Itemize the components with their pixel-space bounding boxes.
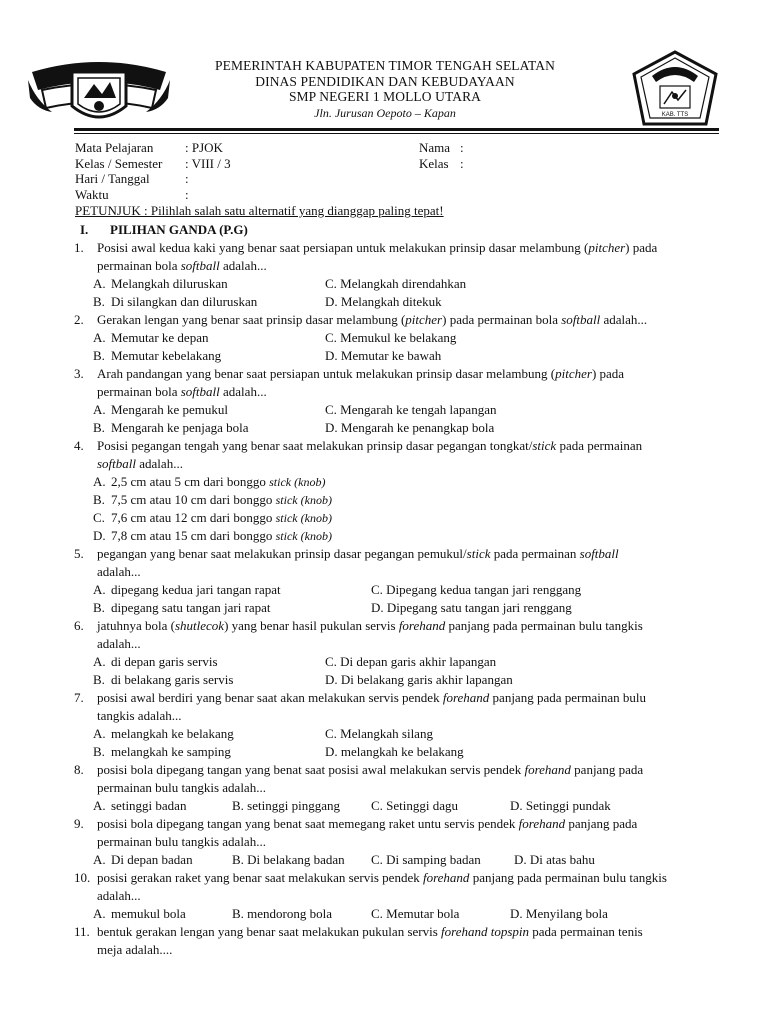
question-10 (74, 869, 724, 923)
question-4 (74, 437, 724, 545)
question-text: adalah... (600, 312, 648, 327)
question-text: adalah... (97, 564, 141, 579)
option-text: 2,5 cm atau 5 cm dari bonggo (111, 474, 270, 489)
emblem-caption: KAB. TTS (661, 112, 689, 118)
option-c: C. Di samping badan (371, 852, 481, 867)
option-b (93, 743, 231, 761)
option-a (93, 401, 228, 419)
question-text: bentuk gerakan lengan yang benar saat melakukan pukulan servis (97, 924, 442, 939)
option-d (93, 527, 332, 545)
question-number: 8. (74, 762, 84, 777)
option-text: setinggi badan (111, 798, 187, 813)
option-text: Di depan badan (111, 852, 193, 867)
option-letter: B. (93, 492, 105, 507)
question-text: adalah... (219, 258, 267, 273)
header-address: Jln. Jurusan Oepoto – Kapan (314, 105, 456, 120)
option-b (93, 491, 332, 509)
question-list (74, 239, 724, 959)
question-text: Gerakan lengan yang benar saat prinsip dasar melambung ( (97, 312, 406, 327)
option-d: D. Di belakang garis akhir lapangan (325, 672, 513, 687)
question-7 (74, 689, 724, 761)
option-letter: A. (93, 852, 106, 867)
question-term: pitcher (405, 312, 443, 327)
question-text: permainan bulu tangkis adalah... (97, 780, 266, 795)
question-text: tangkis adalah... (97, 708, 182, 723)
option-term: stick (knob) (275, 493, 332, 507)
question-term: softball (561, 312, 601, 327)
question-text: ) pada (591, 366, 625, 381)
question-1 (74, 239, 724, 311)
option-b (93, 293, 257, 311)
question-term: forehand (422, 870, 470, 885)
section-number: I. (80, 222, 89, 237)
option-letter: A. (93, 654, 106, 669)
option-text: dipegang satu tangan jari rapat (111, 600, 271, 615)
question-number: 7. (74, 690, 84, 705)
question-2 (74, 311, 724, 365)
option-d: D. Dipegang satu tangan jari renggang (371, 600, 572, 615)
option-term: stick (knob) (275, 511, 332, 525)
question-term: stick (532, 438, 557, 453)
option-b (93, 347, 221, 365)
option-text: memukul bola (111, 906, 186, 921)
option-a (93, 653, 218, 671)
nama-label: Nama (419, 140, 451, 155)
option-letter: A. (93, 906, 106, 921)
nama-value: : (460, 140, 464, 155)
question-text: adalah... (97, 636, 141, 651)
option-a (93, 329, 208, 347)
option-letter: A. (93, 582, 106, 597)
option-c: C. Setinggi dagu (371, 798, 459, 813)
option-letter: B. (93, 600, 105, 615)
question-11 (74, 923, 724, 959)
question-term: forehand (518, 816, 566, 831)
question-number: 5. (74, 546, 84, 561)
question-text: ) pada (625, 240, 658, 255)
option-b: B. mendorong bola (232, 906, 333, 921)
letterhead (150, 58, 620, 121)
option-d: D. Mengarah ke penangkap bola (325, 420, 495, 435)
option-letter: C. (93, 510, 105, 525)
question-text: permainan bola (97, 258, 181, 273)
question-number: 2. (74, 312, 84, 327)
option-text: melangkah ke belakang (111, 726, 234, 741)
option-text: Memutar ke depan (111, 330, 209, 345)
option-a (93, 797, 186, 815)
option-c: C. Mengarah ke tengah lapangan (325, 402, 497, 417)
waktu-value: : (185, 186, 189, 202)
option-letter: B. (93, 348, 105, 363)
question-text: permainan bola (97, 384, 181, 399)
question-term: forehand topspin (441, 924, 530, 939)
option-b (93, 671, 233, 689)
question-text: pada permainan (490, 546, 580, 561)
option-text: Di silangkan dan diluruskan (111, 294, 258, 309)
kelas-semester-value: : VIII / 3 (185, 155, 231, 171)
waktu-label: Waktu (75, 186, 109, 202)
option-a (93, 473, 325, 491)
question-text: panjang pada (565, 816, 638, 831)
question-text: jatuhnya bola ( (97, 618, 175, 633)
header-divider-thin (74, 133, 719, 134)
mapel-label: Mata Pelajaran (75, 140, 154, 155)
option-text: 7,6 cm atau 12 cm dari bonggo (111, 510, 276, 525)
hari-value: : (185, 171, 189, 186)
header-divider (74, 128, 719, 131)
option-b: B. Di belakang badan (232, 852, 345, 867)
option-c (93, 509, 332, 527)
question-text: pada permainan (556, 438, 643, 453)
option-a (93, 275, 228, 293)
question-term: shutlecok (174, 618, 225, 633)
question-term: softball (97, 456, 137, 471)
option-letter: B. (93, 744, 105, 759)
option-c: C. Melangkah direndahkan (325, 276, 467, 291)
question-5 (74, 545, 724, 617)
option-letter: A. (93, 798, 106, 813)
option-d: D. Menyilang bola (510, 906, 608, 921)
question-term: softball (180, 258, 220, 273)
question-text: panjang pada (570, 762, 644, 777)
option-text: 7,8 cm atau 15 cm dari bonggo (111, 528, 276, 543)
option-term: stick (knob) (269, 475, 326, 489)
option-b (93, 419, 249, 437)
option-text: Mengarah ke penjaga bola (111, 420, 249, 435)
question-text: posisi gerakan raket yang benar saat melakukan servis pendek (97, 870, 423, 885)
question-number: 1. (74, 240, 84, 255)
question-text: posisi awal berdiri yang benar saat akan melakukan servis pendek (97, 690, 443, 705)
option-c: C. Di depan garis akhir lapangan (325, 654, 497, 669)
option-d: D. melangkah ke belakang (325, 744, 464, 759)
header-school: SMP NEGERI 1 MOLLO UTARA (288, 89, 482, 104)
option-letter: B. (93, 294, 105, 309)
question-text: Arah pandangan yang benar saat persiapan untuk melakukan prinsip dasar melambung ( (97, 366, 556, 381)
question-term: stick (466, 546, 491, 561)
option-d: D. Di atas bahu (514, 852, 595, 867)
option-text: di belakang garis servis (111, 672, 234, 687)
question-text: ) pada permainan bola (442, 312, 562, 327)
question-text: adalah... (97, 888, 141, 903)
option-c: C. Memukul ke belakang (325, 330, 457, 345)
option-c: C. Memutar bola (371, 906, 460, 921)
instructions: PETUNJUK : Pilihlah salah satu alternatif yang dianggap paling tepat! (75, 203, 444, 218)
question-text: meja adalah.... (97, 942, 173, 957)
question-term: forehand (442, 690, 490, 705)
option-c: C. Melangkah silang (325, 726, 433, 741)
question-number: 9. (74, 816, 84, 831)
option-letter: A. (93, 402, 106, 417)
option-text: Melangkah diluruskan (111, 276, 228, 291)
option-text: 7,5 cm atau 10 cm dari bonggo (111, 492, 276, 507)
section-title: PILIHAN GANDA (P.G) (110, 222, 248, 237)
question-term: pitcher (555, 366, 592, 381)
option-text: dipegang kedua jari tangan rapat (111, 582, 281, 597)
header-department: DINAS PENDIDIKAN DAN KEBUDAYAAN (255, 73, 515, 89)
question-text: posisi bola dipegang tangan yang benat saat memegang raket untu servis pendek (97, 816, 519, 831)
question-term: forehand (398, 618, 446, 633)
option-text: di depan garis servis (111, 654, 218, 669)
question-text: Posisi pegangan tengah yang benar saat melakukan prinsip dasar pegangan tongkat/ (97, 438, 533, 453)
option-b (93, 599, 271, 617)
question-text: permainan bulu tangkis adalah... (97, 834, 266, 849)
question-text: adalah... (219, 384, 267, 399)
section-heading (80, 221, 248, 238)
question-text: posisi bola dipegang tangan yang benat saat posisi awal melakukan servis pendek (97, 762, 525, 777)
question-text: pegangan yang benar saat melakukan prinsip dasar pegangan pemukul/ (97, 546, 467, 561)
question-number: 11. (74, 924, 90, 939)
kelas-label: Kelas (419, 155, 449, 171)
option-b: B. setinggi pinggang (232, 798, 340, 813)
question-term: forehand (524, 762, 571, 777)
question-6 (74, 617, 724, 689)
option-d: D. Setinggi pundak (510, 798, 611, 813)
question-text: Posisi awal kedua kaki yang benar saat persiapan untuk melakukan prinsip dasar melambung ( (97, 240, 589, 255)
question-3 (74, 365, 724, 437)
option-letter: A. (93, 276, 106, 291)
question-9 (74, 815, 724, 869)
option-a (93, 905, 186, 923)
question-text: panjang pada permainan bulu tangkis (469, 870, 667, 885)
option-text: Memutar kebelakang (111, 348, 222, 363)
header-government: PEMERINTAH KABUPATEN TIMOR TENGAH SELATAN (215, 58, 555, 73)
option-letter: D. (93, 528, 106, 543)
question-term: pitcher (588, 240, 626, 255)
option-letter: A. (93, 726, 106, 741)
option-d: D. Melangkah ditekuk (325, 294, 442, 309)
question-number: 4. (74, 438, 84, 453)
mapel-value: : PJOK (185, 140, 223, 155)
question-term: softball (180, 384, 220, 399)
question-term: softball (579, 546, 619, 561)
option-d: D. Memutar ke bawah (325, 348, 442, 363)
option-a (93, 581, 281, 599)
kelas-semester-label: Kelas / Semester (75, 155, 163, 171)
option-c: C. Dipegang kedua tangan jari renggang (371, 582, 582, 597)
option-text: melangkah ke samping (111, 744, 231, 759)
kelas-value: : (460, 155, 464, 171)
question-text: ) yang benar hasil pukulan servis (224, 618, 399, 633)
question-8 (74, 761, 724, 815)
option-letter: A. (93, 474, 106, 489)
option-term: stick (knob) (275, 529, 332, 543)
option-letter: B. (93, 420, 105, 435)
question-text: panjang pada permainan bulu tangkis (445, 618, 643, 633)
option-letter: A. (93, 330, 106, 345)
school-emblem-icon (632, 50, 718, 128)
hari-label: Hari / Tanggal (75, 171, 150, 186)
question-text: pada permainan tenis (529, 924, 643, 939)
option-letter: B. (93, 672, 105, 687)
question-number: 6. (74, 618, 84, 633)
option-text: Mengarah ke pemukul (111, 402, 228, 417)
option-a (93, 851, 193, 869)
question-text: adalah... (136, 456, 183, 471)
question-number: 3. (74, 366, 84, 381)
option-a (93, 725, 234, 743)
question-number: 10. (74, 870, 91, 885)
question-text: panjang pada permainan bulu (489, 690, 646, 705)
